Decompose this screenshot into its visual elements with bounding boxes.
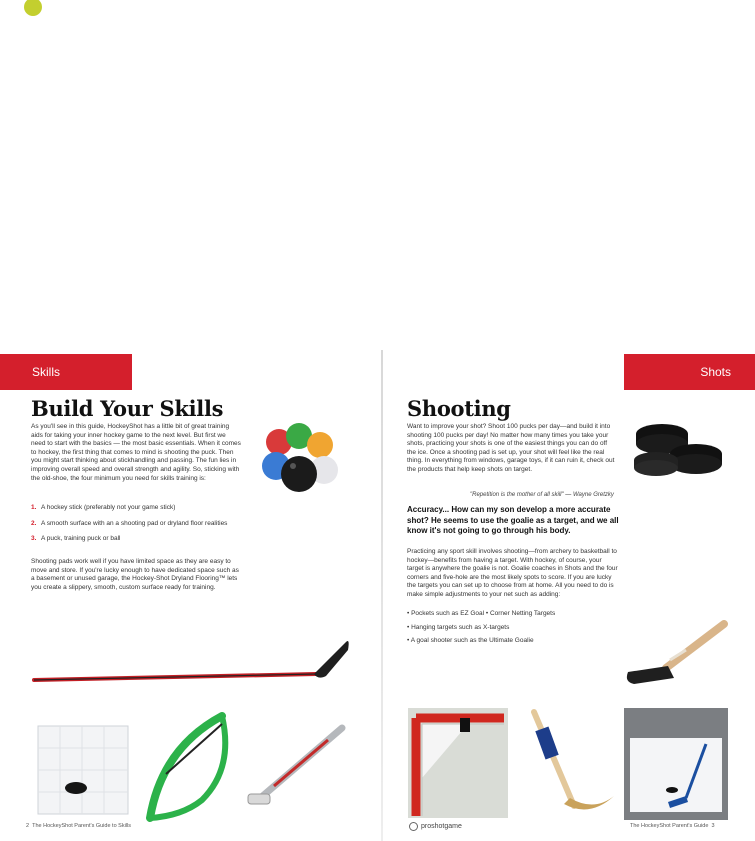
left-intro-text: As you'll see in this guide, HockeyShot has a little bit of great training aids for taking your inner hockey game to the next level. But first we need to start with the basics — the most basic essentials. When it comes to hockey, the first thing that comes to mind is shooting the puck. Then you might start thinking about stickhandling and passing. The fun lies in improving overall speed and overall strength and agility. So, sticking with the old-shoe, the four minimum you need for skills training is: bbox=[31, 423, 241, 482]
gretzky-quote: "Repetition is the mother of all skill" — Wayne Gretzky bbox=[470, 492, 614, 498]
hockey-stick-image bbox=[30, 628, 352, 688]
accuracy-heading: Accuracy... How can my son develop a more accurate shot? He seems to use the goalie as a target, and we all know it's not going to go through his body. bbox=[407, 505, 619, 535]
magazine-spread bbox=[0, 350, 755, 841]
training-balls-image bbox=[252, 418, 350, 508]
stickhandling-trainer-image bbox=[142, 708, 242, 828]
hockey-pucks-image bbox=[622, 412, 732, 482]
brand-mark-icon bbox=[409, 822, 418, 831]
list-item: • Hanging targets such as X-targets bbox=[407, 623, 510, 631]
right-body-text: Practicing any sport skill involves shooting—from archery to basketball to hockey—benefits from having a target. With hockey, of course, your target is anywhere the goalie is not. Goalie coaches in Shots and the four corners and five-hole are the most likely spots to score. If you are lucky the targets you can set up to choose from at home. All you need to do is make simple adjustments to your net such as adding: bbox=[407, 548, 618, 598]
proshot-brand-logo: proshotgame bbox=[409, 822, 462, 831]
left-closing-text: Shooting pads work well if you have limited space as they are easy to move and store. If you're lucky enough to have dedicated space such as a basement or unused garage, the Hockey-Shot Dryland Flooring™ lets you create a slippery, smooth, custom surface ready for training. bbox=[31, 558, 239, 591]
list-item: • Pockets such as EZ Goal • Corner Netting Targets bbox=[407, 610, 556, 617]
list-item: 3. A puck, training puck or ball bbox=[31, 535, 121, 542]
shots-tab-label: Shots bbox=[700, 365, 731, 379]
shooting-aid-image bbox=[244, 708, 354, 818]
left-page-title: Build Your Skills bbox=[31, 396, 224, 421]
left-footer: 2 The HockeyShot Parent's Guide to Skills bbox=[26, 823, 131, 829]
yellow-dot-marker bbox=[24, 0, 42, 16]
skills-tab-label: Skills bbox=[32, 365, 61, 379]
stick-blade-image bbox=[624, 620, 734, 690]
goalie-trainer-image bbox=[514, 708, 618, 820]
targets-list bbox=[407, 610, 619, 651]
list-item: 2. A smooth surface with an a shooting pad or dryland floor realities bbox=[31, 519, 228, 527]
right-intro-text: Want to improve your shot? Shoot 100 pucks per day—and build it into shooting 100 pucks per day! No matter how many times you take your shots, practicing your shots is one of the easiest things you can do off the ice. Once a shooting pad is set up, your shot will feel like the real thing. In everything from windows, garage toys, if it can ruin it, check out the products that help keep shots on target. bbox=[407, 423, 615, 473]
shooting-pad-image bbox=[34, 720, 134, 820]
shooting-pad-stick-image bbox=[624, 708, 728, 820]
skills-tab bbox=[0, 354, 132, 390]
list-item: • A goal shooter such as the Ultimate Goalie bbox=[407, 637, 534, 645]
list-item: 1. A hockey stick (preferably not your game stick) bbox=[31, 504, 176, 511]
shots-tab bbox=[624, 354, 755, 390]
page-gutter bbox=[381, 350, 383, 841]
right-page-title: Shooting bbox=[407, 396, 511, 421]
requirements-list bbox=[31, 504, 241, 551]
right-footer: The HockeyShot Parent's Guide 3 bbox=[630, 823, 715, 829]
goal-corner-target-image bbox=[408, 708, 508, 818]
